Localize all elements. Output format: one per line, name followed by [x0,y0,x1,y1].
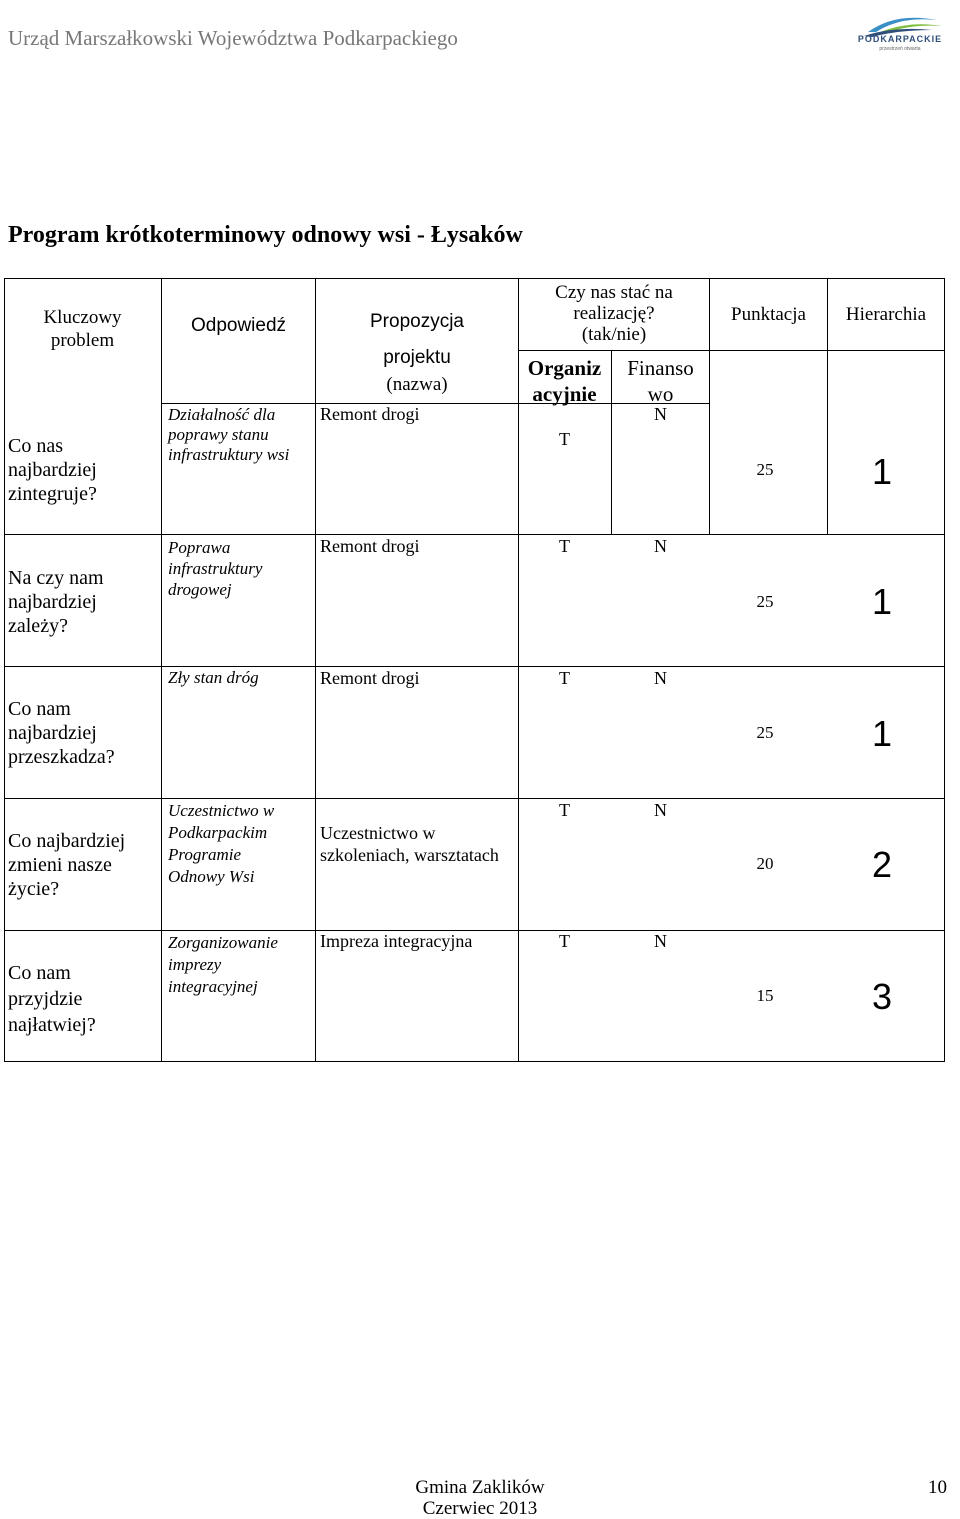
row1-answer [168,405,289,465]
organizational-header-line: Organiz [527,356,602,380]
row-divider [161,534,162,667]
row-divider [161,798,162,931]
row5-answer [168,932,278,998]
problem-header-line: problem [50,330,115,351]
row2-problem [8,566,104,638]
row4-answer-line: Uczestnictwo w [168,801,275,820]
row2-organizational: T [559,536,570,556]
proposal-header-line: projektu [383,347,451,368]
rank-header: Hierarchia [845,304,927,325]
problem-header-text [20,306,145,352]
row2-answer [168,537,262,600]
row5-problem-line: Co nam [8,962,71,984]
row3-problem-line: najbardziej [8,722,97,744]
row4-proposal-line: szkoleniach, warsztatach [320,845,499,865]
row1-answer-line: Działalność dla [168,405,276,424]
footer [380,1477,580,1519]
row3-organizational: T [559,668,570,688]
row4-financial: N [654,800,667,820]
podkarpackie-logo [846,10,954,68]
row5-organizational: T [559,931,570,951]
row-divider [315,666,316,799]
organizational-header-line: acyjnie [532,382,597,406]
row1-organizational: T [559,429,570,449]
score-divider [709,350,945,351]
row2-answer-line: infrastruktury [168,559,263,578]
row2-rank: 1 [872,581,893,622]
row2-answer-line: Poprawa [168,538,231,557]
row5-proposal: Impreza integracyjna [320,931,473,951]
row4-answer-line: Odnowy Wsi [168,867,255,886]
row3-problem [8,697,115,769]
row4-answer [168,800,274,888]
row3-problem-line: przeszkadza? [8,746,115,768]
row4-problem-line: Co najbardziej [8,830,126,852]
row4-answer-line: Programie [168,845,242,864]
row1-problem-line: Co nas [8,435,63,457]
problem-header-line: Kluczowy [43,307,122,328]
row-divider [315,930,316,1062]
document-title: Program krótkoterminowy odnowy wsi - Łysaków [8,222,523,248]
office-header-title: Urząd Marszałkowski Województwa Podkarpackiego [8,26,458,50]
feasibility-header-text [518,282,710,345]
row2-proposal: Remont drogi [320,536,420,556]
footer-gmina: Gmina Zaklików [415,1477,545,1498]
row2-problem-line: Na czy nam [8,567,104,589]
proposal-header-line: Propozycja [370,311,464,332]
page-number: 10 [928,1477,947,1498]
row4-answer-line: Podkarpackim [168,823,268,842]
row2-answer-line: drogowej [168,580,232,599]
row1-proposal: Remont drogi [320,404,420,424]
row5-problem-line: przyjdzie [8,988,83,1010]
row2-score: 25 [756,592,774,611]
row-divider [315,798,316,931]
row2-financial: N [654,536,667,556]
row5-answer-line: Zorganizowanie [168,933,278,952]
row1-score: 25 [756,460,774,479]
row3-answer: Zły stan dróg [168,668,259,687]
row5-problem [8,960,96,1038]
row4-proposal [320,822,499,866]
row3-problem-line: Co nam [8,698,71,720]
feasibility-header-line: (tak/nie) [581,324,647,345]
row5-answer-line: imprezy [168,955,222,974]
row1-problem-line: najbardziej [8,459,97,481]
proposal-subheader: (nazwa) [386,374,448,395]
row1-answer-line: poprawy stanu [168,425,269,444]
row3-rank: 1 [872,713,893,754]
row1-rank: 1 [872,451,893,492]
row1-problem [8,434,97,506]
row1-answer-line: infrastruktury wsi [168,445,290,464]
organizational-header [518,355,611,407]
row-divider [161,930,162,1062]
financial-header-line: Finanso [627,356,694,380]
row4-problem-line: życie? [8,878,60,900]
row2-problem-line: najbardziej [8,591,97,613]
row1-financial: N [654,404,667,424]
logo-text: PODKARPACKIE [857,34,943,44]
row2-problem-line: zależy? [8,615,68,637]
score-header: Punktacja [731,304,806,325]
logo-subtext: przestrzeń otwarta [879,46,921,52]
footer-date: Czerwiec 2013 [422,1498,538,1519]
row1-problem-line: zintegruje? [8,483,97,505]
row4-score: 20 [756,854,774,873]
feasibility-header-line: realizację? [573,303,655,324]
row5-rank: 3 [872,976,893,1017]
row4-problem-line: zmieni nasze [8,854,112,876]
row4-problem [8,829,125,901]
row3-financial: N [654,668,667,688]
proposal-header-text [315,304,519,376]
feasibility-divider [518,350,710,351]
financial-header [611,355,710,407]
row5-score: 15 [756,986,774,1005]
row5-financial: N [654,931,667,951]
answer-header-text: Odpowiedź [190,315,287,336]
row4-rank: 2 [872,844,893,885]
row3-score: 25 [756,723,774,742]
row3-proposal: Remont drogi [320,668,420,688]
row-divider [161,666,162,799]
row-divider [315,534,316,667]
feasibility-header-line: Czy nas stać na [555,282,673,303]
row4-proposal-line: Uczestnictwo w [320,823,436,843]
row5-answer-line: integracyjnej [168,977,258,996]
row5-problem-line: najłatwiej? [8,1014,96,1036]
row4-organizational: T [559,800,570,820]
financial-header-line: wo [647,382,674,406]
